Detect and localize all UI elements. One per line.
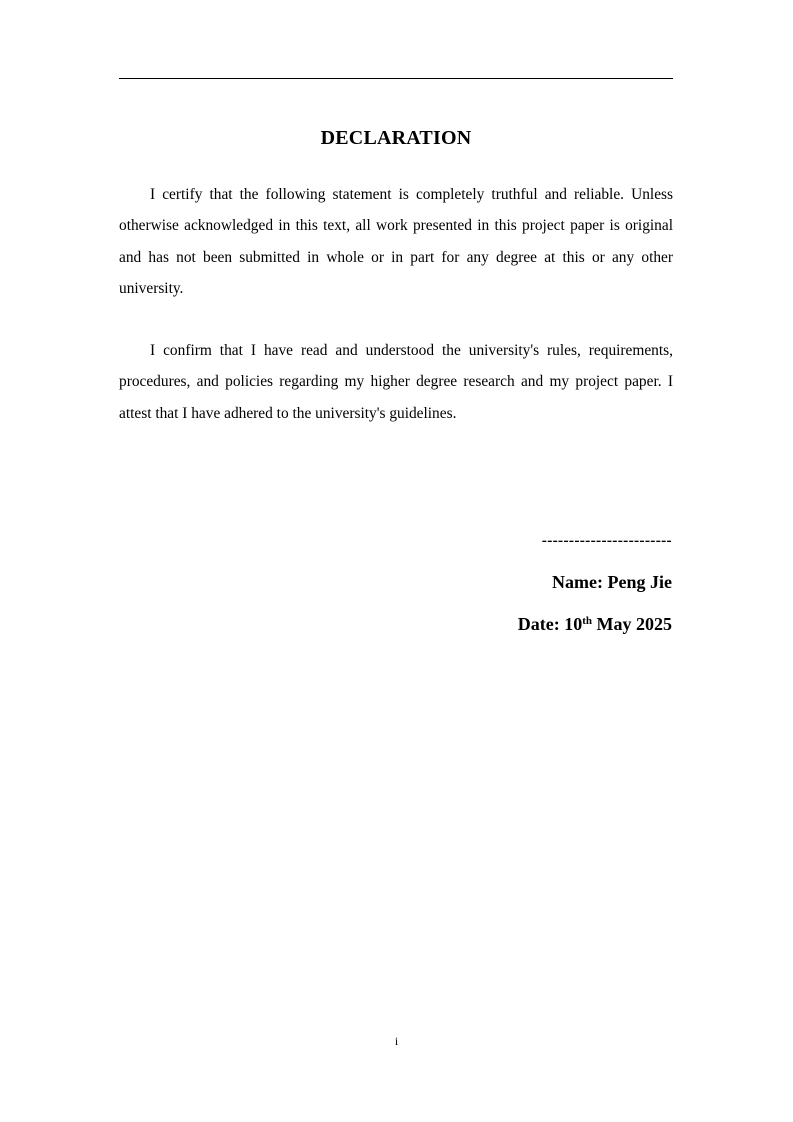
date-label: Date: [517, 614, 560, 634]
page-title: DECLARATION [320, 127, 472, 149]
header-rule [119, 78, 673, 79]
signature-date [518, 614, 672, 635]
declaration-paragraph-2: I confirm that I have read and understood the university's rules, requirements, procedures, and policies regarding my higher degree research and my project paper. I attest that I have adhered to the university's guidelines. [119, 342, 673, 422]
name-value: Peng Jie [607, 572, 672, 592]
name-label: Name: [552, 572, 603, 592]
signature-name [552, 572, 672, 593]
date-day: 10 [564, 614, 583, 634]
date-rest: May 2025 [596, 614, 672, 634]
declaration-paragraph-1: I certify that the following statement is completely truthful and reliable. Unless otherwise acknowledged in this text, all work presented in this project paper is original and has not been submitted in whole or in part for any degree at this or any other university. [119, 186, 673, 297]
page-number: i [394, 1034, 399, 1048]
date-suffix: th [582, 615, 592, 627]
signature-line: ------------------------ [541, 532, 672, 549]
